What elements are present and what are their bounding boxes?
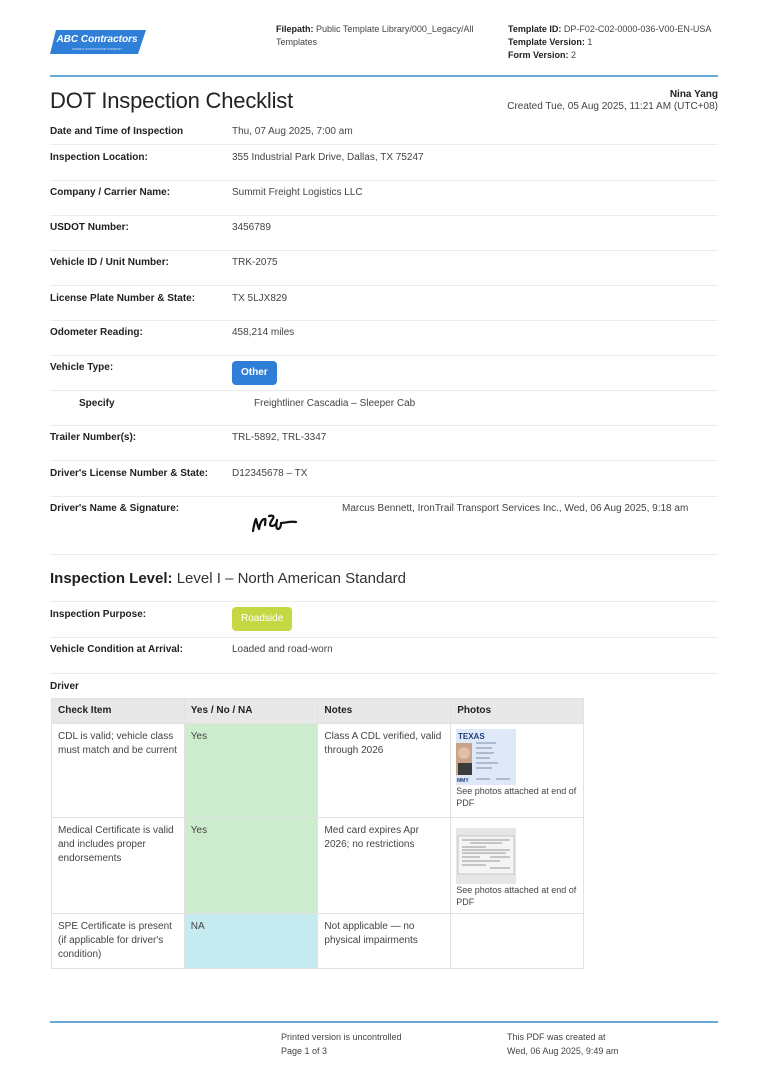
answer-cell: NA	[184, 914, 318, 969]
medical-certificate-photo[interactable]	[456, 828, 516, 884]
field-vehicle-id	[50, 251, 718, 286]
form-version-label: Form Version:	[508, 50, 569, 60]
field-company	[50, 181, 718, 216]
column-header-photos: Photos	[451, 699, 584, 724]
template-version-value: 1	[587, 37, 593, 47]
column-header-notes: Notes	[318, 699, 451, 724]
field-value: TRL-5892, TRL-3347	[232, 432, 327, 443]
field-label: Date and Time of Inspection	[50, 126, 184, 137]
vehicle-type-badge: Other	[232, 361, 277, 385]
photo-note: See photos attached at end of PDF	[456, 786, 577, 808]
footer-divider	[50, 1021, 718, 1023]
template-meta	[508, 23, 728, 62]
field-drivers-license	[50, 461, 718, 497]
table-row	[52, 914, 584, 969]
field-value: Summit Freight Logistics LLC	[232, 187, 363, 198]
column-header-answer: Yes / No / NA	[184, 699, 318, 724]
field-value: Freightliner Cascadia – Sleeper Cab	[254, 398, 416, 409]
field-label: Specify	[79, 398, 115, 409]
template-id-label: Template ID:	[508, 24, 562, 34]
driver-table-title: Driver	[50, 681, 79, 692]
field-label: Company / Carrier Name:	[50, 187, 171, 198]
field-usdot	[50, 216, 718, 251]
field-vehicle-condition	[50, 638, 718, 674]
uncontrolled-notice: Printed version is uncontrolled	[281, 1032, 402, 1042]
field-trailer-numbers	[50, 426, 718, 461]
page-number: Page 1 of 3	[281, 1046, 328, 1056]
footer-created-info	[507, 1030, 618, 1058]
svg-text:MMY: MMY	[457, 778, 469, 784]
filepath-value: Public Template Library/000_Legacy/All Templates	[276, 24, 474, 47]
field-label: Inspection Location:	[50, 152, 148, 163]
inspection-purpose-badge: Roadside	[232, 607, 292, 631]
field-specify	[50, 391, 718, 426]
field-label: USDOT Number:	[50, 222, 129, 233]
field-value: Loaded and road-worn	[232, 644, 333, 655]
notes-cell: Not applicable — no physical impairments	[318, 914, 451, 969]
field-label: Vehicle Condition at Arrival:	[50, 644, 183, 655]
field-location	[50, 145, 718, 181]
inspection-level-value: Level I – North American Standard	[176, 570, 406, 587]
field-license-plate	[50, 286, 718, 321]
footer-page-info	[281, 1030, 402, 1058]
filepath-label: Filepath:	[276, 24, 314, 34]
field-value: TX 5LJX829	[232, 293, 288, 304]
field-label: Vehicle ID / Unit Number:	[50, 257, 169, 268]
form-version-value: 2	[571, 50, 577, 60]
created-timestamp: Created Tue, 05 Aug 2025, 11:21 AM (UTC+08)	[507, 101, 718, 112]
field-value: Marcus Bennett, IronTrail Transport Services Inc., Wed, 06 Aug 2025, 9:18 am	[342, 503, 689, 514]
inspection-level-label: Inspection Level:	[50, 570, 173, 587]
field-label: Vehicle Type:	[50, 362, 114, 373]
check-item: SPE Certificate is present (if applicable for driver's condition)	[52, 914, 185, 969]
column-header-check-item: Check Item	[52, 699, 185, 724]
driver-checklist-table	[51, 698, 584, 969]
svg-text:TEXAS: TEXAS	[458, 732, 485, 741]
title-row	[50, 86, 718, 120]
page-header	[0, 0, 768, 78]
field-vehicle-type	[50, 356, 718, 391]
header-divider	[50, 75, 718, 77]
notes-cell: Class A CDL verified, valid through 2026	[318, 724, 451, 818]
answer-cell: Yes	[184, 818, 318, 914]
field-value: 355 Industrial Park Drive, Dallas, TX 75247	[232, 152, 424, 163]
photos-cell	[451, 914, 584, 969]
author-name: Nina Yang	[669, 89, 718, 100]
field-value: TRK-2075	[232, 257, 278, 268]
table-header-row	[52, 699, 584, 724]
template-version-label: Template Version:	[508, 37, 585, 47]
pdf-created-label: This PDF was created at	[507, 1032, 606, 1042]
signature-image	[250, 507, 318, 540]
company-logo	[50, 29, 146, 55]
field-driver-signature	[50, 497, 718, 555]
field-date-time	[50, 120, 718, 145]
drivers-license-photo[interactable]	[456, 729, 516, 785]
photos-cell	[451, 724, 584, 818]
notes-cell: Med card expires Apr 2026; no restrictions	[318, 818, 451, 914]
template-id-value: DP-F02-C02-0000-036-V00-EN-USA	[563, 24, 712, 34]
pdf-created-timestamp: Wed, 06 Aug 2025, 9:49 am	[507, 1046, 619, 1056]
field-value: D12345678 – TX	[232, 468, 308, 479]
field-label: Trailer Number(s):	[50, 432, 137, 443]
svg-text:ABC Contractors: ABC Contractors	[56, 34, 138, 45]
field-label: Driver's Name & Signature:	[50, 503, 180, 514]
answer-cell: Yes	[184, 724, 318, 818]
field-label: Inspection Purpose:	[50, 609, 147, 620]
photo-note: See photos attached at end of PDF	[456, 885, 577, 907]
table-row	[52, 724, 584, 818]
page-title: DOT Inspection Checklist	[50, 88, 294, 113]
check-item: Medical Certificate is valid and includes proper endorsements	[52, 818, 185, 914]
field-value: 3456789	[232, 222, 271, 233]
photos-cell	[451, 818, 584, 914]
field-value: 458,214 miles	[232, 327, 295, 338]
field-label: Odometer Reading:	[50, 327, 143, 338]
svg-text:SAMPLE CONTRACTOR COMPANY: SAMPLE CONTRACTOR COMPANY	[72, 47, 122, 51]
author-info	[507, 89, 718, 113]
table-row	[52, 818, 584, 914]
field-inspection-purpose	[50, 602, 718, 638]
field-odometer	[50, 321, 718, 356]
field-label: Driver's License Number & State:	[50, 468, 208, 479]
check-item: CDL is valid; vehicle class must match and be current	[52, 724, 185, 818]
field-value: Thu, 07 Aug 2025, 7:00 am	[232, 126, 353, 137]
field-label: License Plate Number & State:	[50, 293, 196, 304]
filepath-meta	[276, 23, 486, 49]
inspection-level-heading	[50, 570, 406, 587]
